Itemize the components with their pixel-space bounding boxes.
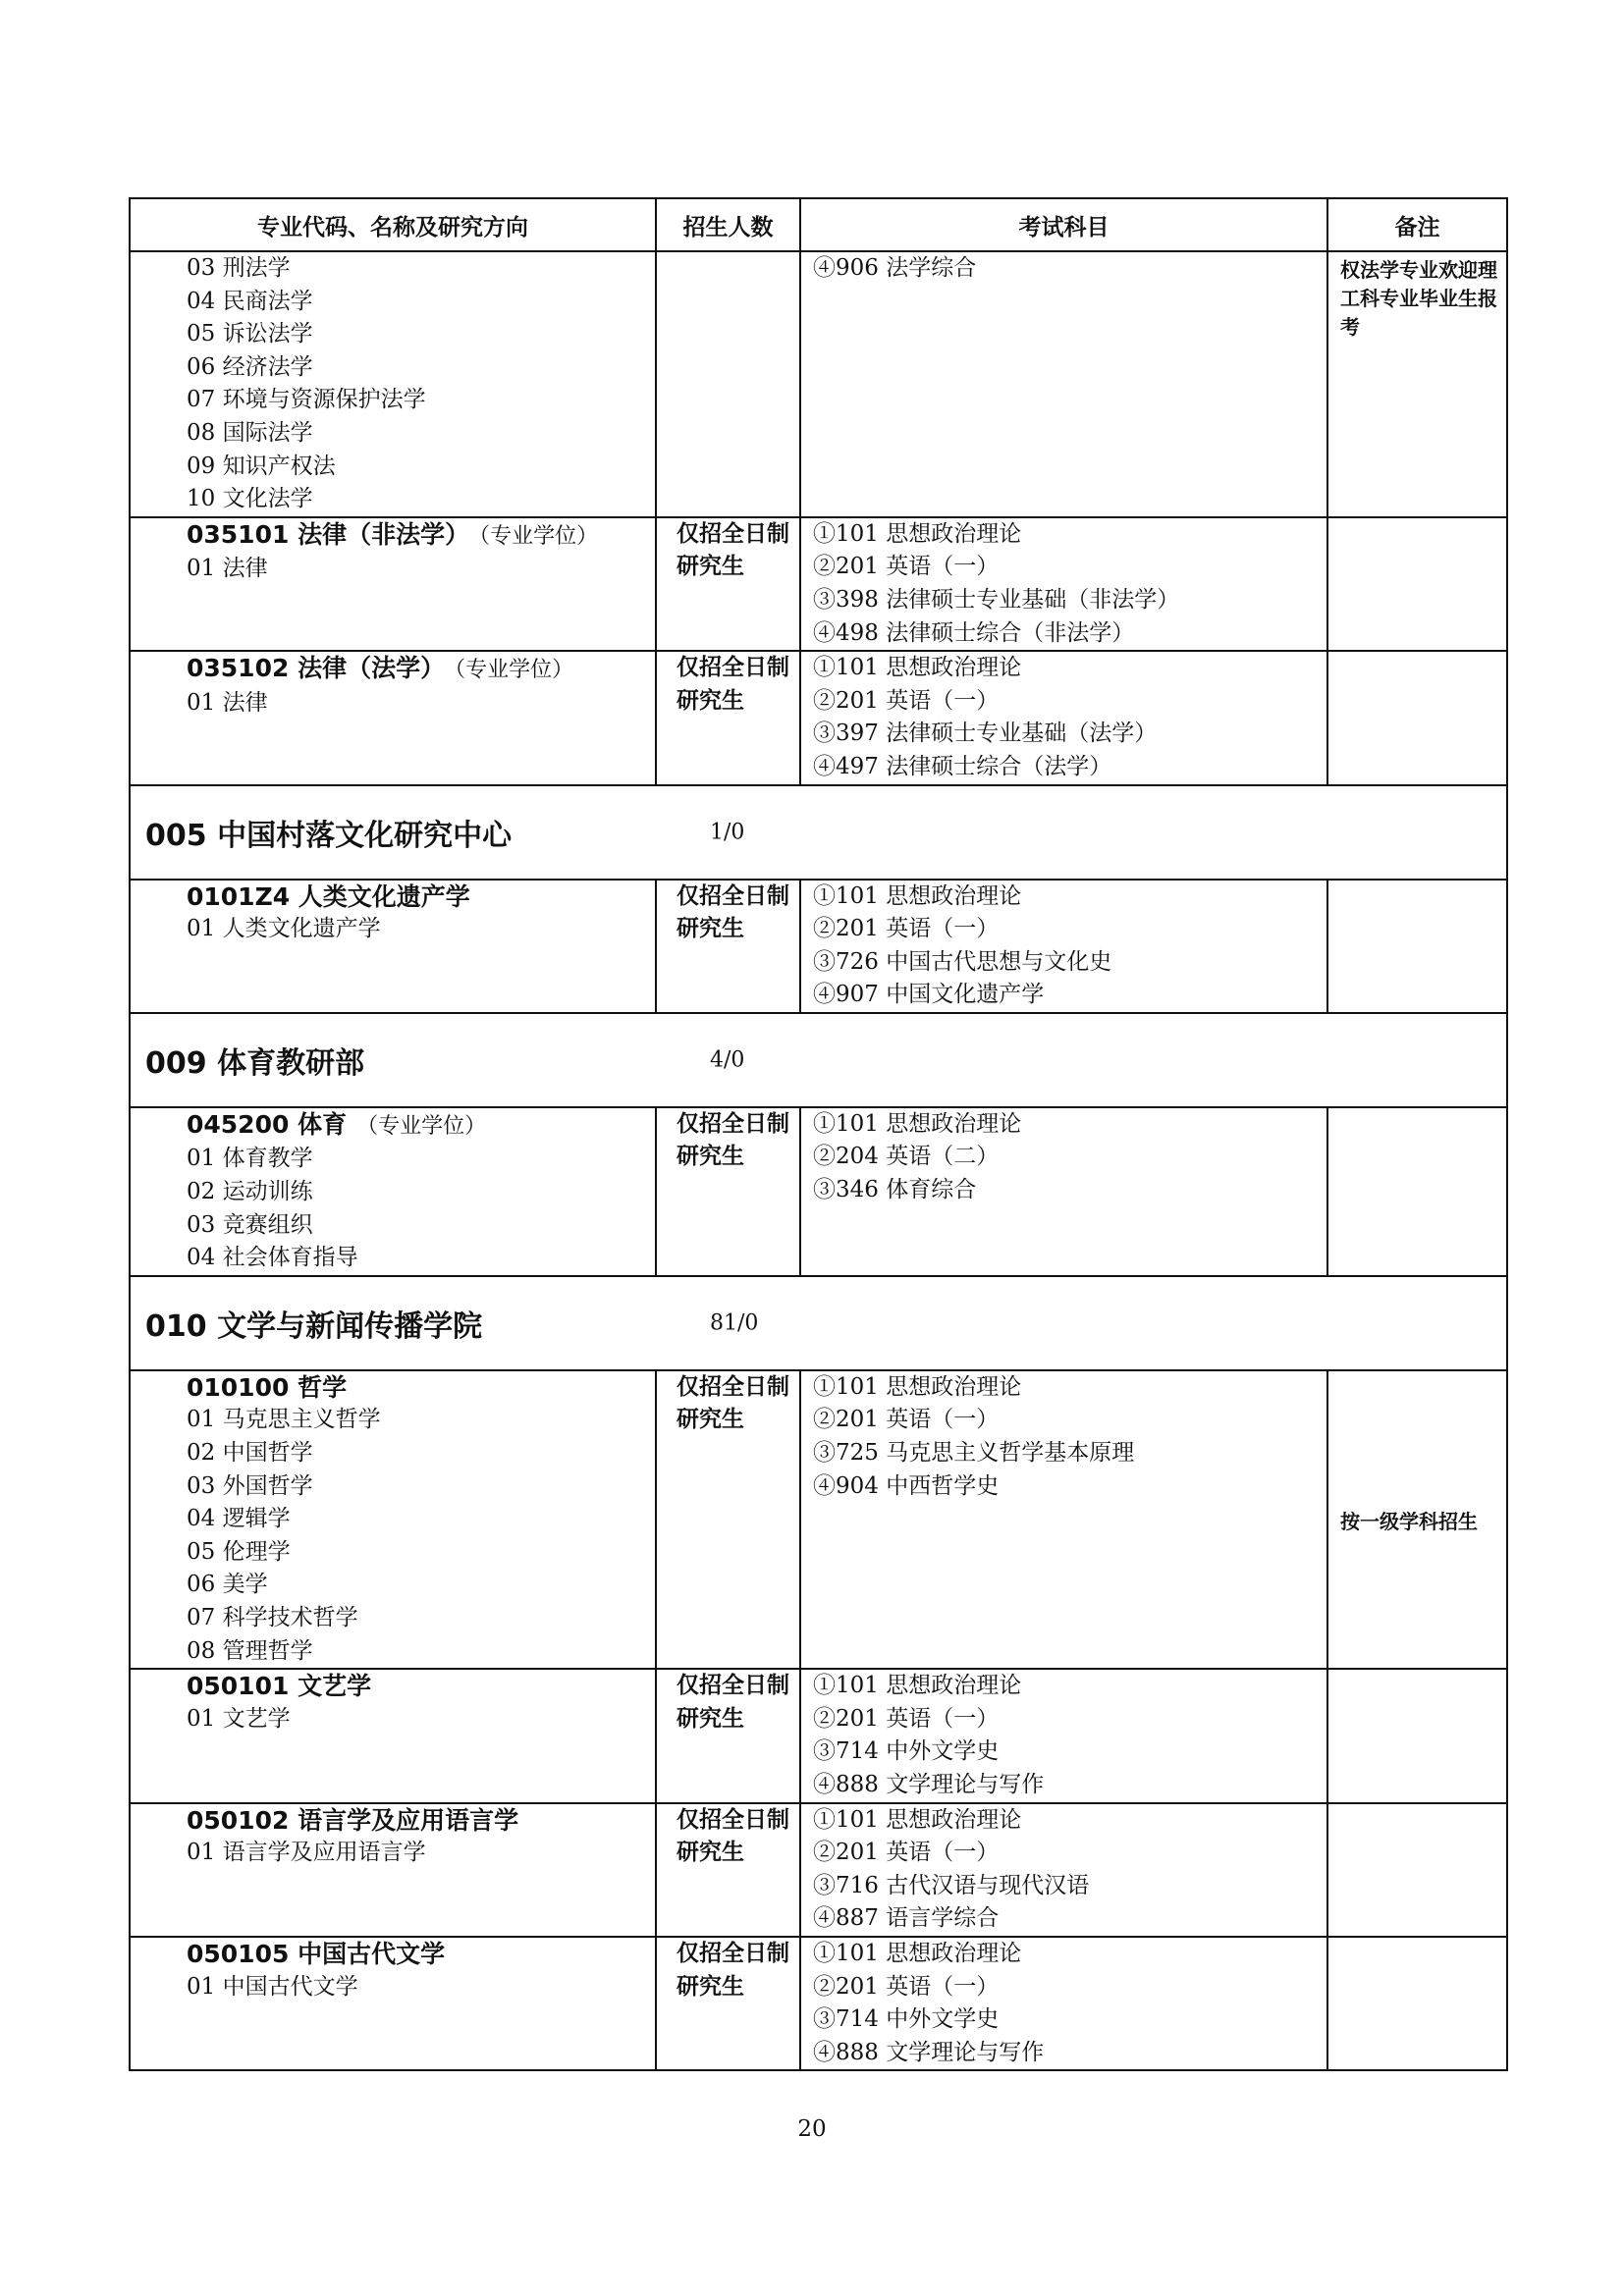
exam-subject: ④498 法律硕士综合（非法学） <box>813 619 1135 646</box>
department-row <box>130 1013 1507 1107</box>
degree-type: （专业学位） <box>356 1113 487 1139</box>
quota-text: 仅招全日制研究生 <box>677 1940 789 2000</box>
quota-cell <box>656 1937 800 2070</box>
exam-cell <box>800 651 1327 784</box>
major-cell <box>130 1937 656 2070</box>
exam-subject: ④904 中西哲学史 <box>813 1472 1000 1499</box>
quota-cell <box>656 1107 800 1276</box>
note-cell <box>1327 251 1507 517</box>
department-name: 010 文学与新闻传播学院 <box>145 1308 483 1344</box>
note-cell <box>1327 1107 1507 1276</box>
note-cell <box>1327 517 1507 651</box>
exam-subject: ②201 英语（一） <box>813 1407 1000 1433</box>
research-direction: 06 经济法学 <box>187 353 313 380</box>
department-wrap <box>131 786 1506 879</box>
quota-text: 仅招全日制研究生 <box>677 655 789 714</box>
research-direction: 09 知识产权法 <box>187 453 336 479</box>
research-direction: 03 竞赛组织 <box>187 1211 313 1238</box>
header-major: 专业代码、名称及研究方向 <box>130 198 656 251</box>
exam-subject: ④497 法律硕士综合（法学） <box>813 753 1112 779</box>
exam-cell <box>800 1669 1327 1802</box>
department-cell <box>130 1276 1507 1370</box>
major-cell <box>130 1107 656 1276</box>
table-row <box>130 1803 1507 1937</box>
exam-subject: ③726 中国古代思想与文化史 <box>813 948 1112 975</box>
exam-subject: ②204 英语（二） <box>813 1144 1000 1170</box>
research-direction: 04 社会体育指导 <box>187 1245 358 1271</box>
quota-cell <box>656 1669 800 1802</box>
major-code-name: 050101 文艺学 <box>187 1672 372 1701</box>
degree-type: （专业学位） <box>479 523 599 549</box>
header-exams: 考试科目 <box>800 198 1327 251</box>
exam-subject: ①101 思想政治理论 <box>813 520 1022 547</box>
major-cell <box>130 651 656 784</box>
exam-subject: ①101 思想政治理论 <box>813 655 1022 681</box>
table-row <box>130 517 1507 651</box>
department-name: 005 中国村落文化研究中心 <box>145 818 513 853</box>
admissions-catalog-table <box>129 197 1508 2071</box>
exam-subject: ③346 体育综合 <box>813 1177 977 1203</box>
exam-subject: ④907 中国文化遗产学 <box>813 982 1045 1008</box>
major-title <box>187 1670 655 1703</box>
exam-subject: ②201 英语（一） <box>813 916 1000 942</box>
research-direction: 06 美学 <box>187 1572 268 1598</box>
quota-cell <box>656 1803 800 1937</box>
table-row <box>130 251 1507 517</box>
exam-subject: ③714 中外文学史 <box>813 1738 1000 1765</box>
table-row <box>130 880 1507 1013</box>
research-direction: 07 环境与资源保护法学 <box>187 387 426 413</box>
exam-subject: ③398 法律硕士专业基础（非法学） <box>813 586 1180 613</box>
note-cell <box>1327 1669 1507 1802</box>
table-row <box>130 1937 1507 2070</box>
major-code-name: 050102 语言学及应用语言学 <box>187 1805 519 1835</box>
major-cell <box>130 1370 656 1669</box>
research-direction: 01 文艺学 <box>187 1705 291 1732</box>
exam-subject: ①101 思想政治理论 <box>813 1940 1022 1966</box>
research-direction: 01 语言学及应用语言学 <box>187 1840 426 1866</box>
exam-subject: ①101 思想政治理论 <box>813 1673 1022 1699</box>
department-quota: 81/0 <box>710 1310 759 1336</box>
major-cell <box>130 251 656 517</box>
exam-subject: ②201 英语（一） <box>813 1973 1000 2000</box>
research-direction: 03 外国哲学 <box>187 1472 313 1499</box>
note-cell <box>1327 1803 1507 1937</box>
department-row <box>130 1276 1507 1370</box>
exam-cell <box>800 1803 1327 1937</box>
exam-subject: ②201 英语（一） <box>813 1840 1000 1866</box>
exam-cell <box>800 1370 1327 1669</box>
research-direction: 05 诉讼法学 <box>187 321 313 347</box>
table-row <box>130 1370 1507 1669</box>
exam-subject: ②201 英语（一） <box>813 687 1000 714</box>
major-cell <box>130 517 656 651</box>
department-name: 009 体育教研部 <box>145 1045 365 1081</box>
note-cell <box>1327 1937 1507 2070</box>
exam-cell <box>800 880 1327 1013</box>
exam-subject: ③714 中外文学史 <box>813 2006 1000 2033</box>
major-cell <box>130 880 656 1013</box>
major-code-name: 050105 中国古代文学 <box>187 1939 446 1968</box>
exam-subject: ③397 法律硕士专业基础（法学） <box>813 721 1158 747</box>
exam-subject: ①101 思想政治理论 <box>813 1110 1022 1137</box>
research-direction: 01 中国古代文学 <box>187 1973 358 2000</box>
remark-text: 按一级学科招生 <box>1340 1509 1478 1533</box>
research-direction: 04 民商法学 <box>187 288 313 314</box>
department-quota: 1/0 <box>710 820 745 844</box>
research-direction: 01 马克思主义哲学 <box>187 1407 381 1433</box>
research-direction: 10 文化法学 <box>187 486 313 512</box>
quota-text: 仅招全日制研究生 <box>677 520 789 580</box>
quota-cell <box>656 517 800 651</box>
research-direction: 02 中国哲学 <box>187 1440 313 1467</box>
major-title <box>187 1938 655 1971</box>
department-row <box>130 785 1507 880</box>
quota-cell <box>656 880 800 1013</box>
department-quota: 4/0 <box>710 1047 745 1073</box>
department-wrap <box>131 1277 1506 1369</box>
exam-subject: ②201 英语（一） <box>813 554 1000 580</box>
remark-text: 权法学专业欢迎理工科专业毕业生报考 <box>1340 258 1497 339</box>
major-code-name: 045200 体育 <box>187 1109 348 1139</box>
major-title <box>187 518 655 554</box>
exam-subject: ④887 语言学综合 <box>813 1905 1000 1932</box>
research-direction: 01 人类文化遗产学 <box>187 916 381 942</box>
major-title <box>187 652 655 687</box>
research-direction: 02 运动训练 <box>187 1179 313 1205</box>
research-direction: 01 体育教学 <box>187 1146 313 1172</box>
quota-cell <box>656 251 800 517</box>
major-cell <box>130 1803 656 1937</box>
research-direction: 04 逻辑学 <box>187 1506 291 1532</box>
research-direction: 08 国际法学 <box>187 419 313 446</box>
research-direction: 07 科学技术哲学 <box>187 1605 358 1630</box>
table-row <box>130 651 1507 784</box>
quota-cell <box>656 1370 800 1669</box>
major-code-name: 035101 法律（非法学） <box>187 519 470 549</box>
table-row <box>130 1107 1507 1276</box>
major-title <box>187 1108 655 1144</box>
research-direction: 05 伦理学 <box>187 1538 291 1565</box>
major-title <box>187 881 655 914</box>
note-cell <box>1327 651 1507 784</box>
exam-subject: ③716 古代汉语与现代汉语 <box>813 1872 1090 1898</box>
degree-type: （专业学位） <box>455 658 574 683</box>
major-code-name: 010100 哲学 <box>187 1372 348 1402</box>
note-cell <box>1327 1370 1507 1669</box>
major-title <box>187 1804 655 1838</box>
exam-cell <box>800 517 1327 651</box>
exam-subject: ①101 思想政治理论 <box>813 1806 1022 1833</box>
table-row <box>130 1669 1507 1802</box>
research-direction: 08 管理哲学 <box>187 1637 313 1664</box>
department-cell <box>130 785 1507 880</box>
exam-subject: ②201 英语（一） <box>813 1705 1000 1732</box>
note-cell <box>1327 880 1507 1013</box>
research-direction: 01 法律 <box>187 556 268 582</box>
quota-cell <box>656 651 800 784</box>
table-body <box>130 251 1507 2070</box>
quota-text: 仅招全日制研究生 <box>677 1110 789 1170</box>
exam-cell <box>800 251 1327 517</box>
research-direction: 03 刑法学 <box>187 255 291 281</box>
exam-subject: ①101 思想政治理论 <box>813 1373 1022 1400</box>
quota-text: 仅招全日制研究生 <box>677 1806 789 1866</box>
quota-text: 仅招全日制研究生 <box>677 1673 789 1732</box>
page-number: 20 <box>797 2116 827 2142</box>
exam-cell <box>800 1107 1327 1276</box>
major-code-name: 035102 法律（法学） <box>187 654 446 683</box>
major-title <box>187 1371 655 1405</box>
department-cell <box>130 1013 1507 1107</box>
major-cell <box>130 1669 656 1802</box>
table-header-row <box>130 198 1507 251</box>
research-direction: 01 法律 <box>187 689 268 716</box>
department-wrap <box>131 1014 1506 1106</box>
exam-subject: ④888 文学理论与写作 <box>813 2039 1045 2065</box>
exam-subject: ④888 文学理论与写作 <box>813 1771 1045 1797</box>
header-quota: 招生人数 <box>656 198 800 251</box>
quota-text: 仅招全日制研究生 <box>677 1373 789 1433</box>
major-code-name: 0101Z4 人类文化遗产学 <box>187 881 470 911</box>
exam-subject: ④906 法学综合 <box>813 255 977 281</box>
header-note: 备注 <box>1327 198 1507 251</box>
exam-cell <box>800 1937 1327 2070</box>
exam-subject: ①101 思想政治理论 <box>813 882 1022 909</box>
exam-subject: ③725 马克思主义哲学基本原理 <box>813 1440 1135 1467</box>
quota-text: 仅招全日制研究生 <box>677 882 789 942</box>
